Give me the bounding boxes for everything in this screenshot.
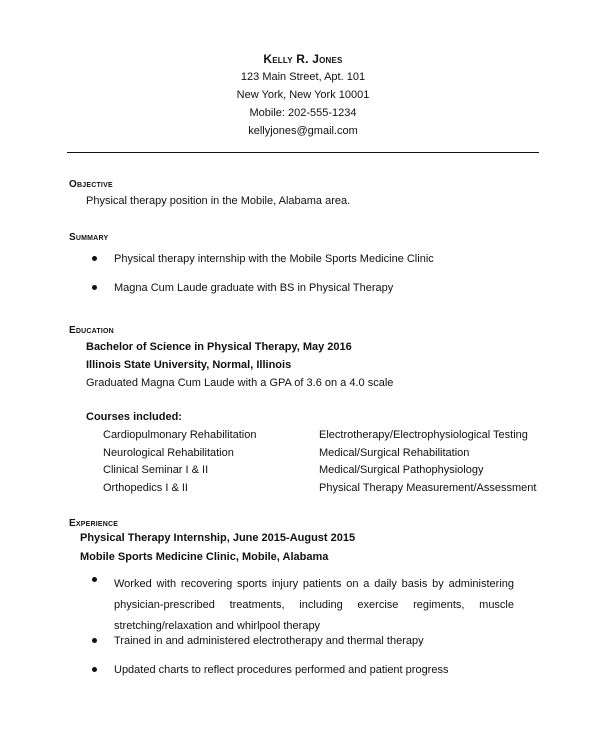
course-item: Clinical Seminar I & II bbox=[103, 464, 209, 476]
job-position: Physical Therapy Internship, June 2015-August 2015 bbox=[80, 532, 356, 544]
education-heading: Education bbox=[69, 325, 114, 336]
bullet-icon bbox=[92, 638, 97, 643]
course-item: Orthopedics I & II bbox=[103, 482, 188, 494]
bullet-icon bbox=[92, 667, 97, 672]
summary-heading: Summary bbox=[69, 232, 109, 243]
experience-item: Trained in and administered electrotherapy and thermal therapy bbox=[114, 635, 424, 647]
job-employer: Mobile Sports Medicine Clinic, Mobile, Alabama bbox=[80, 551, 329, 563]
school: Illinois State University, Normal, Illinois bbox=[86, 359, 292, 371]
bullet-icon bbox=[92, 577, 97, 582]
experience-item: Worked with recovering sports injury patients on a daily basis by administering physician-prescribed treatments, including exercise regiments, muscle stretching/relaxation and whirlpool therapy bbox=[114, 578, 514, 632]
bullet-icon bbox=[92, 285, 97, 290]
experience-heading: Experience bbox=[69, 518, 119, 529]
bullet-icon bbox=[92, 256, 97, 261]
degree: Bachelor of Science in Physical Therapy, May 2016 bbox=[86, 341, 352, 353]
summary-item: Magna Cum Laude graduate with BS in Physical Therapy bbox=[114, 282, 394, 294]
course-item: Neurological Rehabilitation bbox=[103, 447, 234, 459]
header-divider bbox=[67, 152, 539, 153]
street-address: 123 Main Street, Apt. 101 bbox=[240, 71, 366, 83]
city-state-zip: New York, New York 10001 bbox=[236, 89, 370, 101]
course-item: Medical/Surgical Rehabilitation bbox=[319, 447, 470, 459]
mobile-phone: Mobile: 202-555-1234 bbox=[249, 107, 357, 119]
course-item: Physical Therapy Measurement/Assessment bbox=[319, 482, 537, 494]
honors: Graduated Magna Cum Laude with a GPA of 3.6 on a 4.0 scale bbox=[86, 377, 394, 389]
course-item: Electrotherapy/Electrophysiological Testing bbox=[319, 429, 528, 441]
applicant-name: Kelly R. Jones bbox=[263, 52, 343, 66]
objective-text: Physical therapy position in the Mobile, Alabama area. bbox=[86, 195, 351, 207]
objective-heading: Objective bbox=[69, 179, 113, 190]
course-item: Medical/Surgical Pathophysiology bbox=[319, 464, 484, 476]
summary-item: Physical therapy internship with the Mobile Sports Medicine Clinic bbox=[114, 253, 434, 265]
email-address: kellyjones@gmail.com bbox=[248, 125, 358, 137]
experience-item: Updated charts to reflect procedures performed and patient progress bbox=[114, 664, 449, 676]
contact-header bbox=[67, 50, 539, 140]
course-item: Cardiopulmonary Rehabilitation bbox=[103, 429, 257, 441]
courses-label: Courses included: bbox=[86, 411, 182, 423]
